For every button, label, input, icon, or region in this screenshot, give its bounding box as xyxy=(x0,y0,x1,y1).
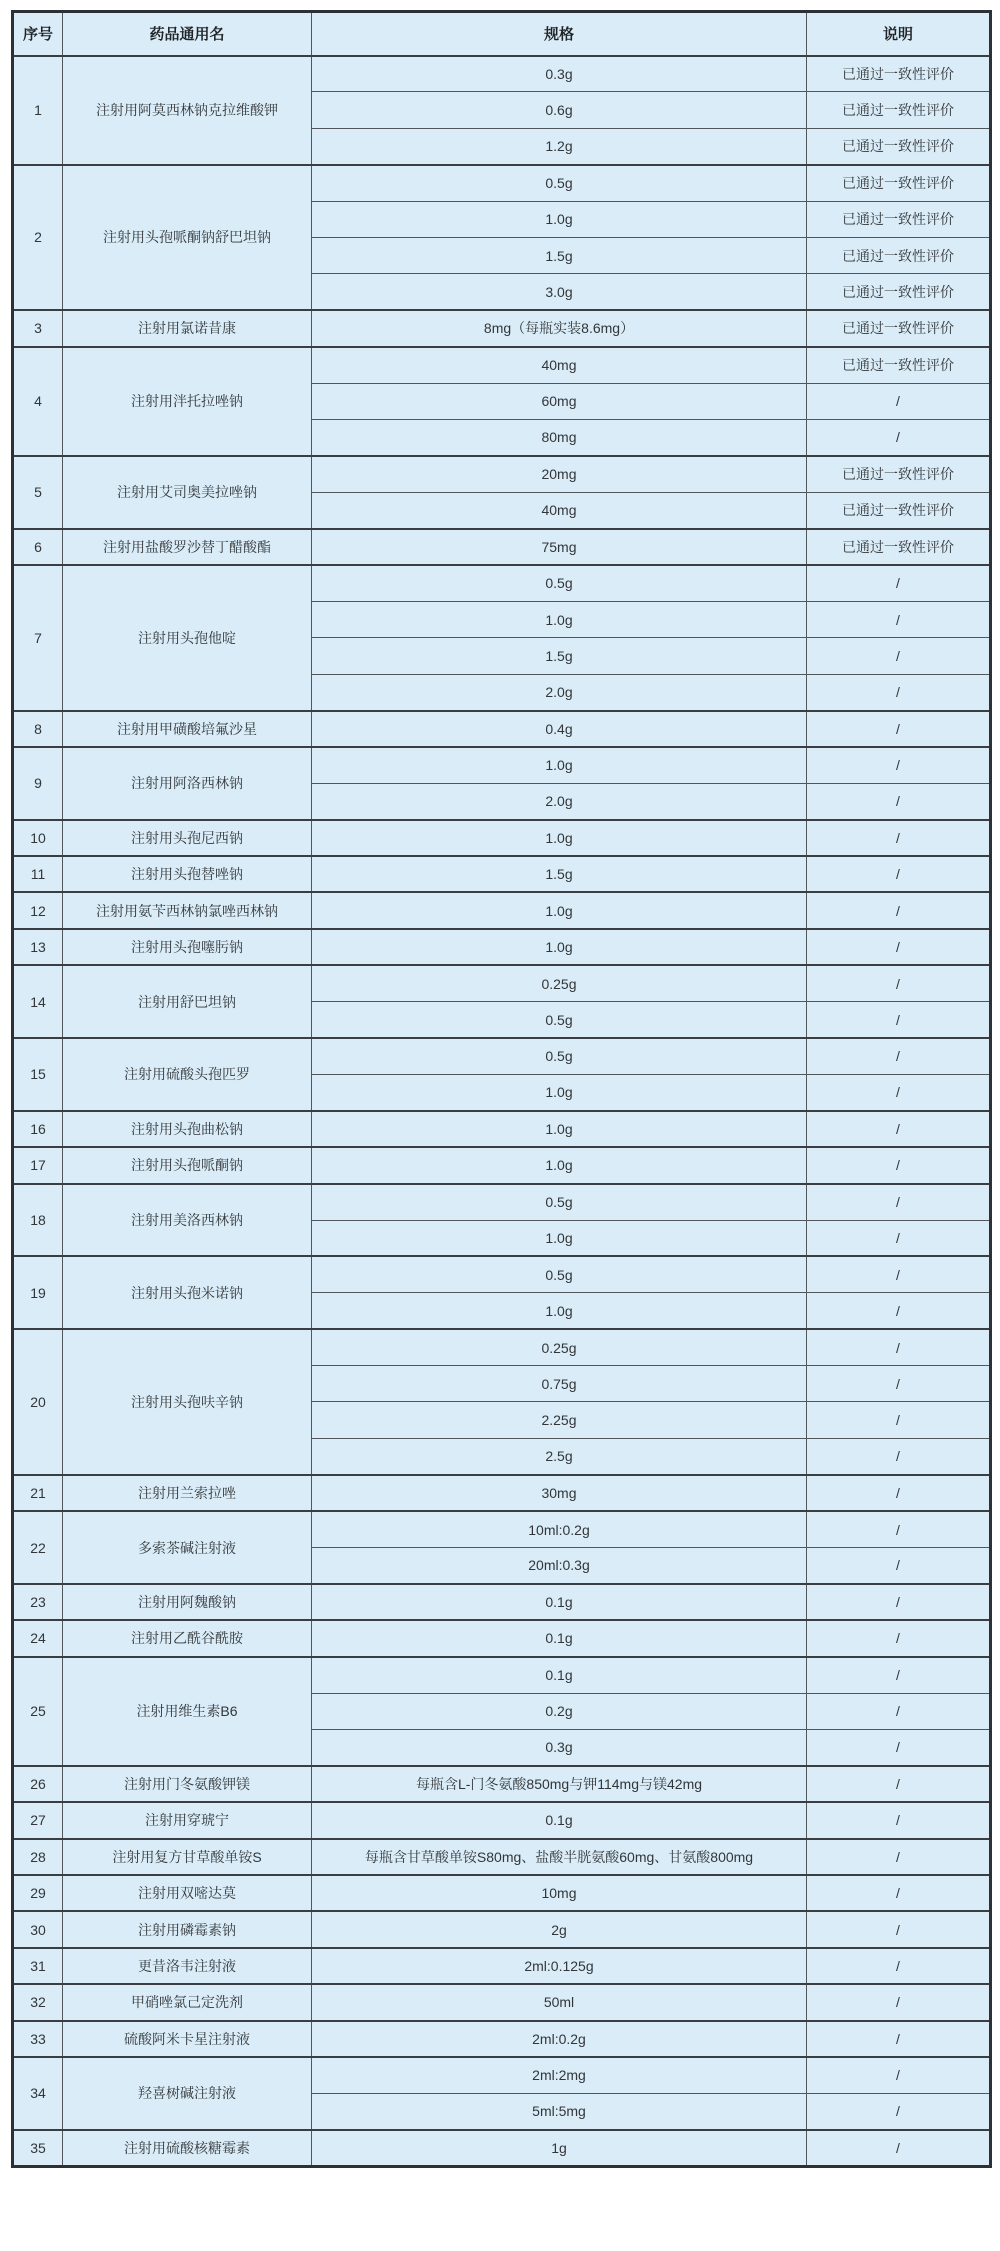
note-cell: / xyxy=(807,1729,991,1765)
note-cell: / xyxy=(807,383,991,419)
note-cell: / xyxy=(807,1329,991,1365)
spec-cell: 1.0g xyxy=(312,892,807,928)
note-cell: 已通过一致性评价 xyxy=(807,492,991,528)
drug-name-cell: 注射用阿洛西林钠 xyxy=(63,747,312,820)
table-row xyxy=(13,1511,991,1547)
spec-cell: 40mg xyxy=(312,492,807,528)
note-cell: / xyxy=(807,1220,991,1256)
spec-cell: 2.0g xyxy=(312,674,807,710)
drug-name-cell: 注射用美洛西林钠 xyxy=(63,1184,312,1257)
note-cell: / xyxy=(807,1548,991,1584)
drug-name-cell: 硫酸阿米卡星注射液 xyxy=(63,2021,312,2057)
row-number-cell: 29 xyxy=(13,1875,63,1911)
row-number-cell: 21 xyxy=(13,1475,63,1511)
spec-cell: 2ml:2mg xyxy=(312,2057,807,2093)
spec-cell: 0.1g xyxy=(312,1620,807,1656)
table-row xyxy=(13,1256,991,1292)
row-number-cell: 32 xyxy=(13,1984,63,2020)
note-cell: / xyxy=(807,1657,991,1693)
spec-cell: 8mg（每瓶实装8.6mg） xyxy=(312,310,807,346)
spec-cell: 0.3g xyxy=(312,56,807,92)
column-header-name: 药品通用名 xyxy=(63,12,312,56)
note-cell: / xyxy=(807,2093,991,2129)
row-number-cell: 5 xyxy=(13,456,63,529)
note-cell: / xyxy=(807,1256,991,1292)
spec-cell: 0.5g xyxy=(312,165,807,201)
spec-cell: 1.0g xyxy=(312,1220,807,1256)
table-row xyxy=(13,1875,991,1911)
spec-cell: 1.0g xyxy=(312,601,807,637)
table-row xyxy=(13,529,991,565)
note-cell: 已通过一致性评价 xyxy=(807,56,991,92)
note-cell: / xyxy=(807,1002,991,1038)
spec-cell: 20mg xyxy=(312,456,807,492)
table-row xyxy=(13,1657,991,1693)
drug-name-cell: 注射用头孢尼西钠 xyxy=(63,820,312,856)
spec-cell: 1.0g xyxy=(312,820,807,856)
spec-cell: 0.75g xyxy=(312,1366,807,1402)
row-number-cell: 8 xyxy=(13,711,63,747)
spec-cell: 0.5g xyxy=(312,1038,807,1074)
drug-name-cell: 注射用头孢哌酮钠舒巴坦钠 xyxy=(63,165,312,311)
spec-cell: 40mg xyxy=(312,347,807,383)
spec-cell: 0.5g xyxy=(312,1184,807,1220)
table-row xyxy=(13,56,991,92)
table-row xyxy=(13,965,991,1001)
note-cell: / xyxy=(807,1839,991,1875)
drug-name-cell: 注射用维生素B6 xyxy=(63,1657,312,1766)
spec-cell: 2ml:0.125g xyxy=(312,1948,807,1984)
table-row xyxy=(13,929,991,965)
spec-cell: 1.0g xyxy=(312,201,807,237)
table-row xyxy=(13,1620,991,1656)
note-cell: / xyxy=(807,601,991,637)
drug-name-cell: 注射用甲磺酸培氟沙星 xyxy=(63,711,312,747)
row-number-cell: 20 xyxy=(13,1329,63,1475)
note-cell: 已通过一致性评价 xyxy=(807,237,991,273)
row-number-cell: 31 xyxy=(13,1948,63,1984)
row-number-cell: 25 xyxy=(13,1657,63,1766)
note-cell: / xyxy=(807,783,991,819)
spec-cell: 1.0g xyxy=(312,1147,807,1183)
spec-cell: 0.5g xyxy=(312,565,807,601)
drug-name-cell: 注射用头孢曲松钠 xyxy=(63,1111,312,1147)
drug-name-cell: 注射用头孢哌酮钠 xyxy=(63,1147,312,1183)
column-header-no: 序号 xyxy=(13,12,63,56)
spec-cell: 80mg xyxy=(312,419,807,455)
spec-cell: 0.25g xyxy=(312,965,807,1001)
row-number-cell: 7 xyxy=(13,565,63,711)
note-cell: / xyxy=(807,747,991,783)
note-cell: / xyxy=(807,1911,991,1947)
note-cell: / xyxy=(807,1366,991,1402)
spec-cell: 1.5g xyxy=(312,237,807,273)
note-cell: / xyxy=(807,1038,991,1074)
note-cell: 已通过一致性评价 xyxy=(807,274,991,310)
spec-cell: 0.1g xyxy=(312,1584,807,1620)
row-number-cell: 14 xyxy=(13,965,63,1038)
spec-cell: 10ml:0.2g xyxy=(312,1511,807,1547)
spec-cell: 1.0g xyxy=(312,929,807,965)
row-number-cell: 4 xyxy=(13,347,63,456)
spec-cell: 1.5g xyxy=(312,638,807,674)
row-number-cell: 15 xyxy=(13,1038,63,1111)
drug-name-cell: 注射用氨苄西林钠氯唑西林钠 xyxy=(63,892,312,928)
table-row xyxy=(13,165,991,201)
spec-cell: 0.25g xyxy=(312,1329,807,1365)
spec-cell: 20ml:0.3g xyxy=(312,1548,807,1584)
note-cell: / xyxy=(807,1511,991,1547)
spec-cell: 0.5g xyxy=(312,1256,807,1292)
note-cell: / xyxy=(807,1984,991,2020)
note-cell: / xyxy=(807,1948,991,1984)
drug-name-cell: 注射用头孢他啶 xyxy=(63,565,312,711)
table-row xyxy=(13,1766,991,1802)
note-cell: / xyxy=(807,2130,991,2166)
table-row xyxy=(13,347,991,383)
row-number-cell: 16 xyxy=(13,1111,63,1147)
row-number-cell: 17 xyxy=(13,1147,63,1183)
table-row xyxy=(13,711,991,747)
column-header-note: 说明 xyxy=(807,12,991,56)
row-number-cell: 23 xyxy=(13,1584,63,1620)
spec-cell: 1.0g xyxy=(312,1111,807,1147)
note-cell: / xyxy=(807,419,991,455)
note-cell: / xyxy=(807,1293,991,1329)
note-cell: / xyxy=(807,820,991,856)
row-number-cell: 35 xyxy=(13,2130,63,2166)
table-header-row xyxy=(13,12,991,56)
note-cell: / xyxy=(807,674,991,710)
note-cell: / xyxy=(807,1620,991,1656)
note-cell: / xyxy=(807,1802,991,1838)
drug-name-cell: 注射用阿魏酸钠 xyxy=(63,1584,312,1620)
spec-cell: 0.2g xyxy=(312,1693,807,1729)
row-number-cell: 6 xyxy=(13,529,63,565)
row-number-cell: 9 xyxy=(13,747,63,820)
table-row xyxy=(13,892,991,928)
row-number-cell: 22 xyxy=(13,1511,63,1584)
note-cell: / xyxy=(807,1693,991,1729)
table-row xyxy=(13,1111,991,1147)
drug-name-cell: 注射用乙酰谷酰胺 xyxy=(63,1620,312,1656)
note-cell: 已通过一致性评价 xyxy=(807,201,991,237)
note-cell: / xyxy=(807,2021,991,2057)
spec-cell: 60mg xyxy=(312,383,807,419)
drug-name-cell: 注射用复方甘草酸单铵S xyxy=(63,1839,312,1875)
table-row xyxy=(13,1911,991,1947)
note-cell: 已通过一致性评价 xyxy=(807,529,991,565)
spec-cell: 3.0g xyxy=(312,274,807,310)
spec-cell: 每瓶含L-门冬氨酸850mg与钾114mg与镁42mg xyxy=(312,1766,807,1802)
note-cell: / xyxy=(807,1184,991,1220)
spec-cell: 0.3g xyxy=(312,1729,807,1765)
table-row xyxy=(13,1802,991,1838)
note-cell: / xyxy=(807,1475,991,1511)
spec-cell: 0.1g xyxy=(312,1657,807,1693)
table-row xyxy=(13,1147,991,1183)
spec-cell: 5ml:5mg xyxy=(312,2093,807,2129)
note-cell: 已通过一致性评价 xyxy=(807,128,991,164)
row-number-cell: 18 xyxy=(13,1184,63,1257)
note-cell: 已通过一致性评价 xyxy=(807,347,991,383)
spec-cell: 2ml:0.2g xyxy=(312,2021,807,2057)
spec-cell: 2.5g xyxy=(312,1438,807,1474)
row-number-cell: 34 xyxy=(13,2057,63,2130)
note-cell: / xyxy=(807,1584,991,1620)
note-cell: / xyxy=(807,711,991,747)
row-number-cell: 2 xyxy=(13,165,63,311)
row-number-cell: 33 xyxy=(13,2021,63,2057)
drug-name-cell: 注射用阿莫西林钠克拉维酸钾 xyxy=(63,56,312,165)
note-cell: 已通过一致性评价 xyxy=(807,165,991,201)
row-number-cell: 3 xyxy=(13,310,63,346)
note-cell: / xyxy=(807,1438,991,1474)
table-row xyxy=(13,1584,991,1620)
row-number-cell: 26 xyxy=(13,1766,63,1802)
note-cell: / xyxy=(807,965,991,1001)
table-row xyxy=(13,820,991,856)
table-row xyxy=(13,1475,991,1511)
table-row xyxy=(13,1184,991,1220)
row-number-cell: 12 xyxy=(13,892,63,928)
row-number-cell: 1 xyxy=(13,56,63,165)
row-number-cell: 11 xyxy=(13,856,63,892)
note-cell: / xyxy=(807,1402,991,1438)
drug-name-cell: 注射用硫酸核糖霉素 xyxy=(63,2130,312,2166)
spec-cell: 2g xyxy=(312,1911,807,1947)
spec-cell: 50ml xyxy=(312,1984,807,2020)
table-row xyxy=(13,456,991,492)
drug-name-cell: 注射用门冬氨酸钾镁 xyxy=(63,1766,312,1802)
note-cell: / xyxy=(807,892,991,928)
table-row xyxy=(13,1839,991,1875)
note-cell: / xyxy=(807,1111,991,1147)
spec-cell: 1.0g xyxy=(312,1074,807,1110)
row-number-cell: 30 xyxy=(13,1911,63,1947)
note-cell: / xyxy=(807,1147,991,1183)
row-number-cell: 10 xyxy=(13,820,63,856)
drug-name-cell: 注射用头孢米诺钠 xyxy=(63,1256,312,1329)
drug-name-cell: 注射用头孢呋辛钠 xyxy=(63,1329,312,1475)
note-cell: / xyxy=(807,929,991,965)
note-cell: 已通过一致性评价 xyxy=(807,92,991,128)
table-row xyxy=(13,747,991,783)
note-cell: / xyxy=(807,1875,991,1911)
drug-name-cell: 多索茶碱注射液 xyxy=(63,1511,312,1584)
note-cell: / xyxy=(807,2057,991,2093)
drug-name-cell: 注射用泮托拉唑钠 xyxy=(63,347,312,456)
table-body xyxy=(13,56,991,2167)
spec-cell: 0.5g xyxy=(312,1002,807,1038)
drug-name-cell: 更昔洛韦注射液 xyxy=(63,1948,312,1984)
table-row xyxy=(13,2021,991,2057)
table-row xyxy=(13,1038,991,1074)
note-cell: / xyxy=(807,565,991,601)
drug-name-cell: 注射用穿琥宁 xyxy=(63,1802,312,1838)
spec-cell: 1.0g xyxy=(312,1293,807,1329)
note-cell: / xyxy=(807,1766,991,1802)
spec-cell: 1g xyxy=(312,2130,807,2166)
table-row xyxy=(13,1984,991,2020)
drug-name-cell: 注射用兰索拉唑 xyxy=(63,1475,312,1511)
drug-name-cell: 注射用双嘧达莫 xyxy=(63,1875,312,1911)
spec-cell: 75mg xyxy=(312,529,807,565)
spec-cell: 0.4g xyxy=(312,711,807,747)
spec-cell: 1.2g xyxy=(312,128,807,164)
note-cell: / xyxy=(807,1074,991,1110)
spec-cell: 1.0g xyxy=(312,747,807,783)
drug-name-cell: 注射用头孢替唑钠 xyxy=(63,856,312,892)
spec-cell: 0.6g xyxy=(312,92,807,128)
note-cell: 已通过一致性评价 xyxy=(807,456,991,492)
spec-cell: 0.1g xyxy=(312,1802,807,1838)
row-number-cell: 28 xyxy=(13,1839,63,1875)
drug-name-cell: 注射用氯诺昔康 xyxy=(63,310,312,346)
spec-cell: 10mg xyxy=(312,1875,807,1911)
note-cell: 已通过一致性评价 xyxy=(807,310,991,346)
note-cell: / xyxy=(807,638,991,674)
table-row xyxy=(13,856,991,892)
table-row xyxy=(13,2130,991,2166)
column-header-spec: 规格 xyxy=(312,12,807,56)
spec-cell: 2.0g xyxy=(312,783,807,819)
row-number-cell: 19 xyxy=(13,1256,63,1329)
drug-name-cell: 注射用艾司奥美拉唑钠 xyxy=(63,456,312,529)
drug-name-cell: 羟喜树碱注射液 xyxy=(63,2057,312,2130)
drug-name-cell: 甲硝唑氯己定洗剂 xyxy=(63,1984,312,2020)
drug-name-cell: 注射用硫酸头孢匹罗 xyxy=(63,1038,312,1111)
table-row xyxy=(13,1948,991,1984)
table-row xyxy=(13,1329,991,1365)
drug-name-cell: 注射用磷霉素钠 xyxy=(63,1911,312,1947)
table-row xyxy=(13,565,991,601)
spec-cell: 每瓶含甘草酸单铵S80mg、盐酸半胱氨酸60mg、甘氨酸800mg xyxy=(312,1839,807,1875)
drug-name-cell: 注射用盐酸罗沙替丁醋酸酯 xyxy=(63,529,312,565)
spec-cell: 2.25g xyxy=(312,1402,807,1438)
table-row xyxy=(13,2057,991,2093)
spec-cell: 30mg xyxy=(312,1475,807,1511)
table-row xyxy=(13,310,991,346)
note-cell: / xyxy=(807,856,991,892)
spec-cell: 1.5g xyxy=(312,856,807,892)
row-number-cell: 13 xyxy=(13,929,63,965)
drug-name-cell: 注射用头孢噻肟钠 xyxy=(63,929,312,965)
row-number-cell: 24 xyxy=(13,1620,63,1656)
drug-table xyxy=(11,10,992,2168)
row-number-cell: 27 xyxy=(13,1802,63,1838)
drug-name-cell: 注射用舒巴坦钠 xyxy=(63,965,312,1038)
